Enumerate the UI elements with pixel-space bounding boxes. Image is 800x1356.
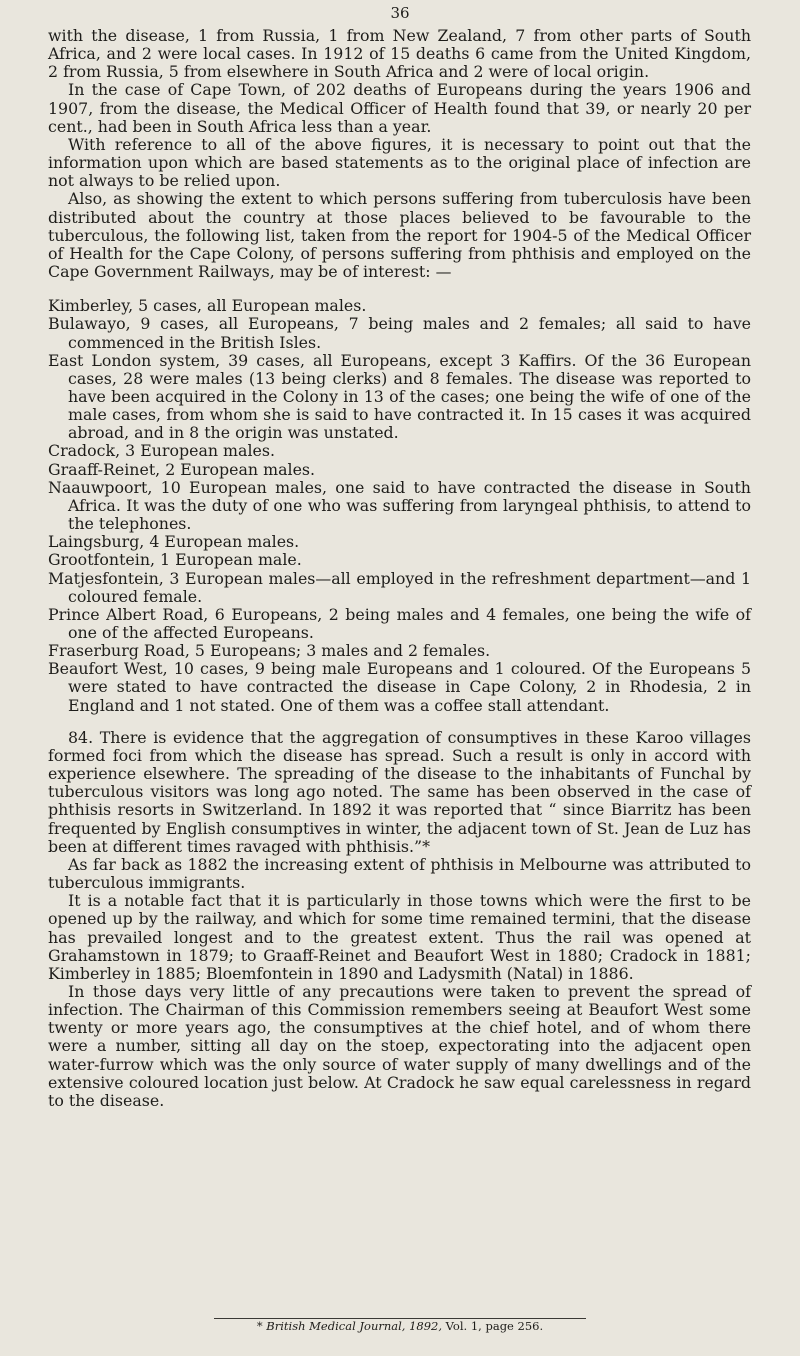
list-item: Laingsburg, 4 European males.	[48, 532, 300, 552]
intro-paragraph: In the case of Cape Town, of 202 deaths of Europeans during the years 1906 and 1907, from the disease, the Medical Officer of Health found that 39, or nearly 20 per cent., had been in South Africa less than a year.	[48, 80, 751, 136]
page-number: 36	[390, 4, 410, 22]
list-item: Grootfontein, 1 European male.	[48, 550, 302, 570]
intro-paragraph: Also, as showing the extent to which persons suffering from tuberculosis have been distributed about the country at those places believed to be favourable to the tuberculous, the following list, taken from the report for 1904-5 of the Medical Officer of Health for the Cape Colony, of persons suffering from phthisis and employed on the Cape Government Railways, may be of interest: —	[48, 189, 751, 282]
list-item: East London system, 39 cases, all Europeans, except 3 Kaffirs. Of the 36 European cases, 28 were males (13 being clerks) and 8 females. The disease was reported to have been acquired in the Colony in 13 of the cases; one being the wife of one of the male cases, from whom she is said to have contracted it. In 15 cases it was acquired abroad, and in 8 the origin was unstated.	[48, 350, 751, 443]
list-item: Matjesfontein, 3 European males—all employed in the refreshment department—and 1 coloured female.	[48, 568, 751, 606]
intro-paragraph: with the disease, 1 from Russia, 1 from New Zealand, 7 from other parts of South Africa, and 2 were local cases. In 1912 of 15 deaths 6 came from the United Kingdom, 2 from Russia, 5 from elsewhere in South Africa and 2 were of local origin.	[48, 26, 751, 82]
intro-paragraph: With reference to all of the above figures, it is necessary to point out that the information upon which are based statements as to the original place of infection are not always to be relied upon.	[48, 134, 751, 191]
section-paragraph: It is a notable fact that it is particularly in those towns which were the first to be opened up by the railway, and which for some time remained termini, that the disease has prevailed longest and to the greatest extent. Thus the rail was opened at Grahamstown in 1879; to Graaff-Reinet and Beaufort West in 1880; Cradock in 1881; Kimberley in 1885; Bloemfontein in 1890 and Ladysmith (Natal) in 1886.	[48, 891, 751, 983]
section-paragraph: 84. There is evidence that the aggregation of consumptives in these Karoo villages formed foci from which the disease has spread. Such a result is only in accord with experience elsewhere. The spreading of the disease to the inhabitants of Funchal by tuberculous visitors was long ago noted. The same has been observed in the case of phthisis resorts in Switzerland. In 1892 it was reported that “ since Biarritz has been frequented by English consumptives in winter, the adjacent town of St. Jean de Luz has been at different times ravaged with phthisis.”*	[48, 727, 751, 856]
footnote-source: British Medical Journal, 1892,	[266, 1319, 443, 1333]
list-item: Cradock, 3 European males.	[48, 441, 275, 461]
footnote-marker: *	[256, 1319, 267, 1333]
railway-cases-list	[48, 297, 751, 715]
list-item: Naauwpoort, 10 European males, one said to have contracted the disease in South Africa. It was the duty of one who was suffering from laryngeal phthisis, to attend to the telephones.	[48, 477, 751, 534]
footnote-reference: Vol. 1, page 256.	[442, 1319, 544, 1333]
list-item: Graaff-Reinet, 2 European males.	[48, 459, 316, 479]
list-item: Beaufort West, 10 cases, 9 being male Europeans and 1 coloured. Of the Europeans 5 were stated to have contracted the disease in Cape Colony, 2 in Rhodesia, 2 in England and 1 not stated. One of them was a coffee stall attendant.	[48, 659, 751, 715]
list-item: Fraserburg Road, 5 Europeans; 3 males and 2 females.	[48, 641, 491, 661]
section-paragraph: In those days very little of any precautions were taken to prevent the spread of infection. The Chairman of this Commission remembers seeing at Beaufort West some twenty or more years ago, the consumptives at the chief hotel, and of whom there were a number, sitting all day on the stoep, expectorating into the adjacent open water-furrow which was the only source of water supply of many dwellings and of the extensive coloured location just below. At Cradock he saw equal carelessness in regard to the disease.	[48, 981, 751, 1110]
body-text	[48, 27, 751, 1110]
section-paragraph: As far back as 1882 the increasing extent of phthisis in Melbourne was attributed to tuberculous immigrants.	[48, 854, 751, 893]
section-gap	[48, 715, 751, 729]
footnote	[0, 1319, 800, 1333]
list-item: Kimberley, 5 cases, all European males.	[48, 296, 367, 316]
list-item: Bulawayo, 9 cases, all Europeans, 7 being males and 2 females; all said to have commenced in the British Isles.	[48, 314, 751, 352]
list-item: Prince Albert Road, 6 Europeans, 2 being males and 4 females, one being the wife of one of the affected Europeans.	[48, 604, 751, 642]
